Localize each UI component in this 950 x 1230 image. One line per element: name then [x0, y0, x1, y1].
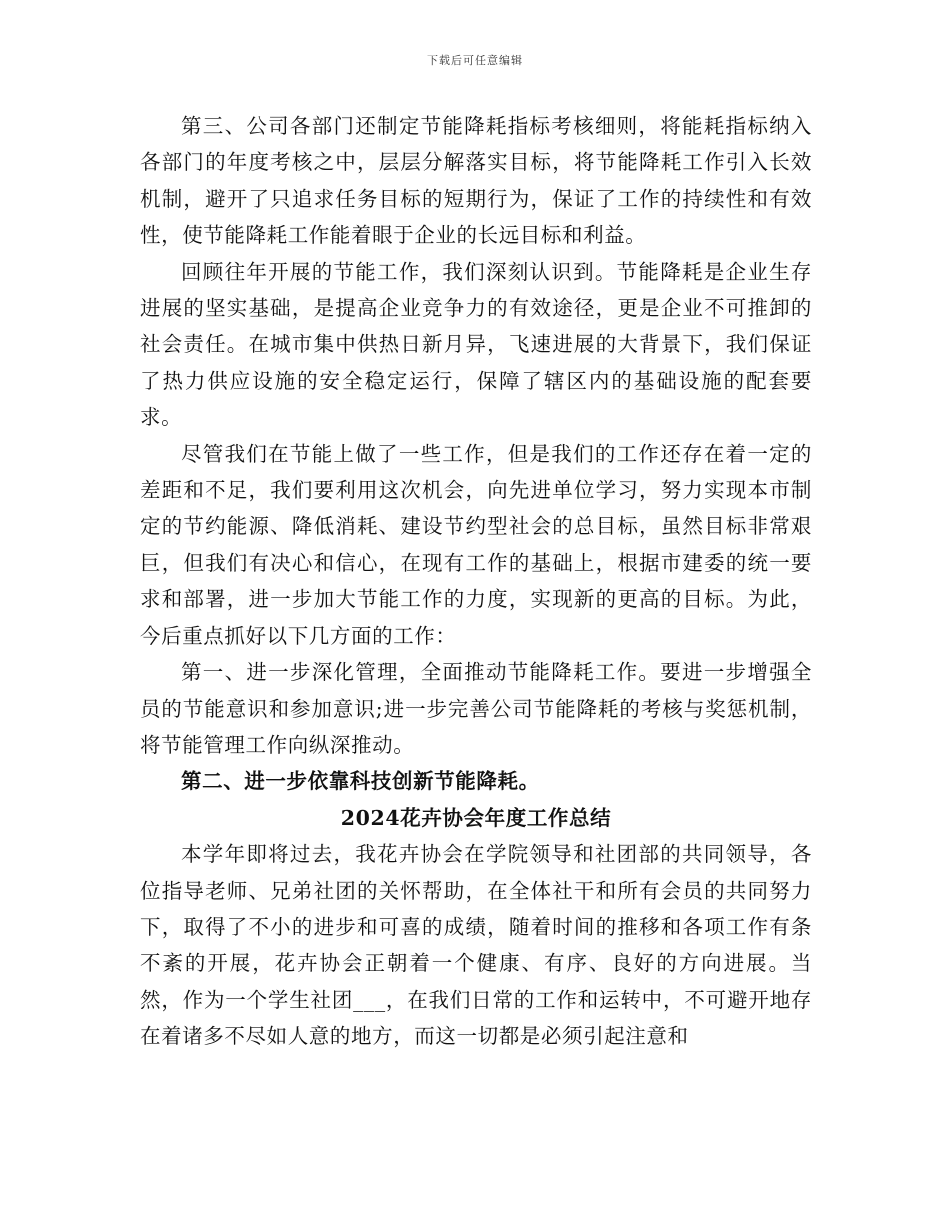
paragraph-third-measure: 第三、公司各部门还制定节能降耗指标考核细则，将能耗指标纳入各部门的年度考核之中，层层分解落实目标，将节能降耗工作引入长效机制，避开了只追求任务目标的短期行为，保证了工作的持续性和有效性，使节能降耗工作能着眼于企业的长远目标和利益。 — [140, 114, 812, 248]
paragraph-second-task-heading: 第二、进一步依靠科技创新节能降耗。 — [181, 769, 540, 794]
document-body — [140, 108, 812, 1055]
section-title: 2024花卉协会年度工作总结 — [340, 805, 612, 830]
paragraph-shortcomings: 尽管我们在节能上做了一些工作，但是我们的工作还存在着一定的差距和不足，我们要利用这次机会，向先进单位学习，努力实现本市制定的节约能源、降低消耗、建设节约型社会的总目标，虽然目标非常艰巨，但我们有决心和信心，在现有工作的基础上，根据市建委的统一要求和部署，进一步加大节能工作的力度，实现新的更高的目标。为此，今后重点抓好以下几方面的工作： — [140, 441, 812, 648]
page-header-note: 下载后可任意编辑 — [427, 54, 523, 67]
paragraph-review: 回顾往年开展的节能工作，我们深刻认识到。节能降耗是企业生存进展的坚实基础，是提高企业竞争力的有效途径，更是企业不可推卸的社会责任。在城市集中供热日新月异，飞速进展的大背景下，我们保证了热力供应设施的安全稳定运行，保障了辖区内的基础设施的配套要求。 — [140, 259, 812, 430]
paragraph-flower-association-intro: 本学年即将过去，我花卉协会在学院领导和社团部的共同领导，各位指导老师、兄弟社团的关怀帮助，在全体社干和所有会员的共同努力下，取得了不小的进步和可喜的成绩，随着时间的推移和各项工作有条不紊的开展，花卉协会正朝着一个健康、有序、良好的方向进展。当然，作为一个学生社团___，在我们日常的工作和运转中，不可避开地存在着诸多不尽如人意的地方，而这一切都是必须引起注意和 — [140, 842, 812, 1049]
paragraph-first-task: 第一、进一步深化管理，全面推动节能降耗工作。要进一步增强全员的节能意识和参加意识;进一步完善公司节能降耗的考核与奖惩机制，将节能管理工作向纵深推动。 — [140, 660, 812, 757]
